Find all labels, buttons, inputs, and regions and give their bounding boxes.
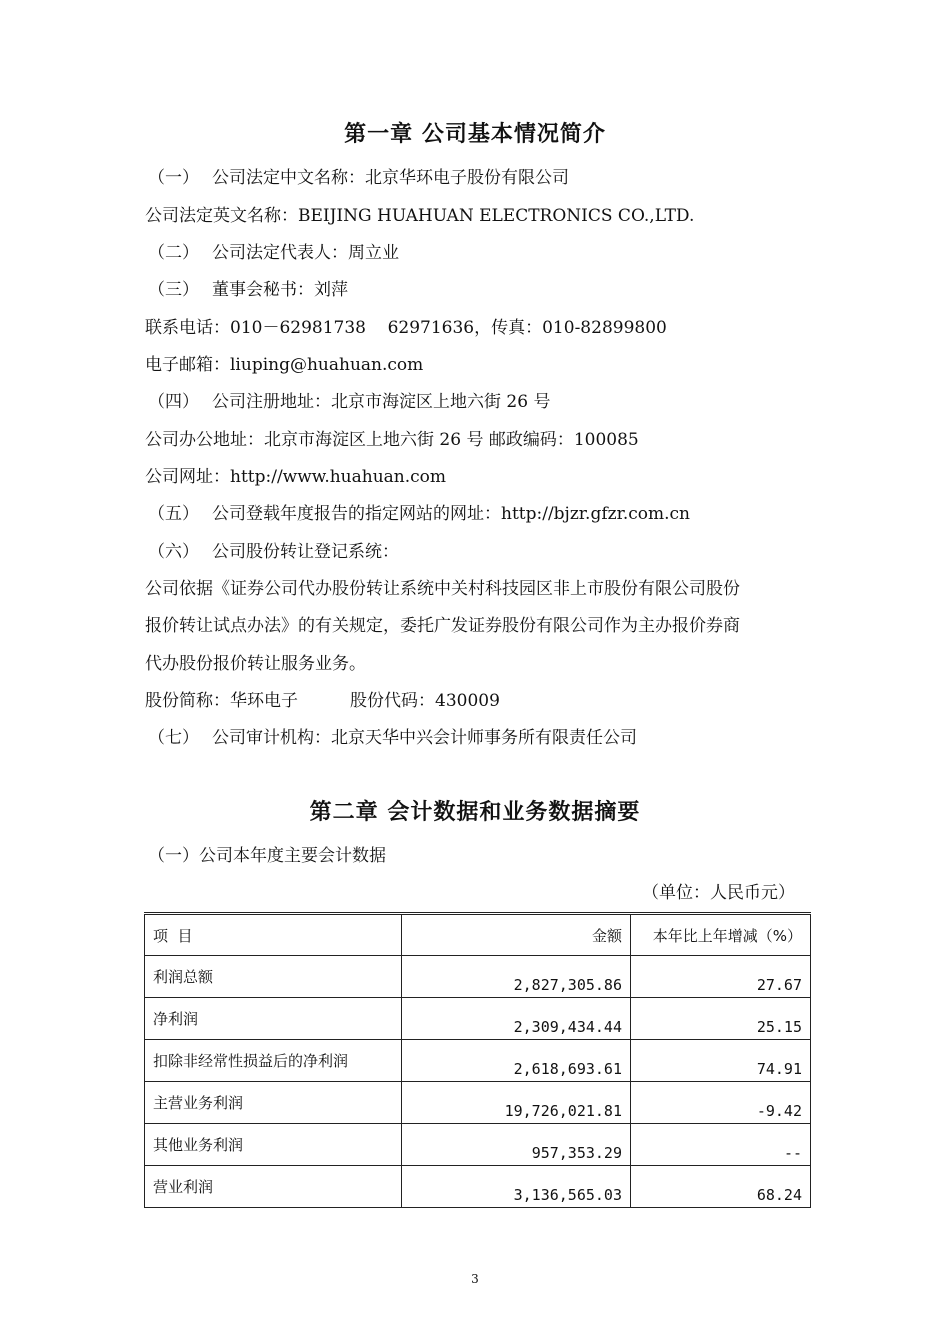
item-label: （五） xyxy=(148,504,199,524)
unit-label: （单位：人民币元） xyxy=(642,883,795,903)
item-board-secretary xyxy=(148,275,348,300)
row-change: -9.42 xyxy=(631,1082,811,1124)
row-item: 扣除非经常性损益后的净利润 xyxy=(145,1040,402,1082)
row-change: 27.67 xyxy=(631,956,811,998)
item-text: 公司登载年度报告的指定网站的网址：http://bjzr.gfzr.com.cn xyxy=(212,504,690,524)
item-registered-address xyxy=(148,387,550,412)
stock-info xyxy=(145,686,500,711)
table-row xyxy=(145,1040,811,1082)
table-row xyxy=(145,1082,811,1124)
chapter1-title: 第一章 公司基本情况简介 xyxy=(344,121,606,147)
item-text: 公司法定代表人：周立业 xyxy=(212,243,399,263)
item-text: 公司股份转让登记系统： xyxy=(212,542,399,562)
header-change: 本年比上年增减（%） xyxy=(631,914,811,956)
paragraph-line: 报价转让试点办法》的有关规定，委托广发证券股份有限公司作为主办报价券商 xyxy=(145,616,740,636)
page-number: 3 xyxy=(471,1272,479,1286)
header-amount: 金额 xyxy=(402,914,631,956)
item-text: 公司注册地址：北京市海淀区上地六街 26 号 xyxy=(212,392,551,412)
stock-abbr: 股份简称：华环电子 xyxy=(145,691,298,711)
table-row xyxy=(145,1166,811,1208)
row-change: -- xyxy=(631,1124,811,1166)
item-auditor xyxy=(148,723,637,748)
item-label: （六） xyxy=(148,542,199,562)
item-transfer-system xyxy=(148,537,399,562)
item-legal-rep xyxy=(148,238,399,263)
row-item: 其他业务利润 xyxy=(145,1124,402,1166)
item-website: 公司网址：http://www.huahuan.com xyxy=(145,467,447,487)
table-row xyxy=(145,1124,811,1166)
row-item: 主营业务利润 xyxy=(145,1082,402,1124)
row-item: 净利润 xyxy=(145,998,402,1040)
item-text: 董事会秘书：刘萍 xyxy=(212,280,348,300)
item-chinese-name xyxy=(148,163,569,188)
stock-code: 股份代码：430009 xyxy=(350,691,500,711)
header-item: 项 目 xyxy=(145,914,402,956)
accounting-data-table xyxy=(144,912,811,1208)
item-report-website xyxy=(148,499,690,524)
chapter2-title: 第二章 会计数据和业务数据摘要 xyxy=(309,799,641,825)
row-change: 68.24 xyxy=(631,1166,811,1208)
item-text: 公司审计机构：北京天华中兴会计师事务所有限责任公司 xyxy=(212,728,637,748)
item-text: 公司法定中文名称：北京华环电子股份有限公司 xyxy=(212,168,569,188)
item-label: （一） xyxy=(148,168,199,188)
row-amount: 3,136,565.03 xyxy=(402,1166,631,1208)
row-amount: 2,618,693.61 xyxy=(402,1040,631,1082)
item-phone: 联系电话：010－62981738 62971636，传真：010-82899800 xyxy=(145,318,667,338)
item-office-address: 公司办公地址：北京市海淀区上地六街 26 号 邮政编码：100085 xyxy=(145,430,639,450)
row-amount: 19,726,021.81 xyxy=(402,1082,631,1124)
item-email: 电子邮箱：liuping@huahuan.com xyxy=(145,355,424,375)
item-english-name: 公司法定英文名称：BEIJING HUAHUAN ELECTRONICS CO.,LTD. xyxy=(145,206,695,226)
table-header-row xyxy=(145,914,811,956)
item-label: （四） xyxy=(148,392,199,412)
row-amount: 2,309,434.44 xyxy=(402,998,631,1040)
row-item: 营业利润 xyxy=(145,1166,402,1208)
table-row xyxy=(145,998,811,1040)
item-label: （三） xyxy=(148,280,199,300)
row-amount: 2,827,305.86 xyxy=(402,956,631,998)
row-change: 25.15 xyxy=(631,998,811,1040)
paragraph-line: 代办股份报价转让服务业务。 xyxy=(145,654,366,674)
row-item: 利润总额 xyxy=(145,956,402,998)
item-label: （七） xyxy=(148,728,199,748)
section-subtitle: （一）公司本年度主要会计数据 xyxy=(148,846,386,866)
table-row xyxy=(145,956,811,998)
paragraph-line: 公司依据《证券公司代办股份转让系统中关村科技园区非上市股份有限公司股份 xyxy=(145,579,740,599)
item-label: （二） xyxy=(148,243,199,263)
row-amount: 957,353.29 xyxy=(402,1124,631,1166)
row-change: 74.91 xyxy=(631,1040,811,1082)
